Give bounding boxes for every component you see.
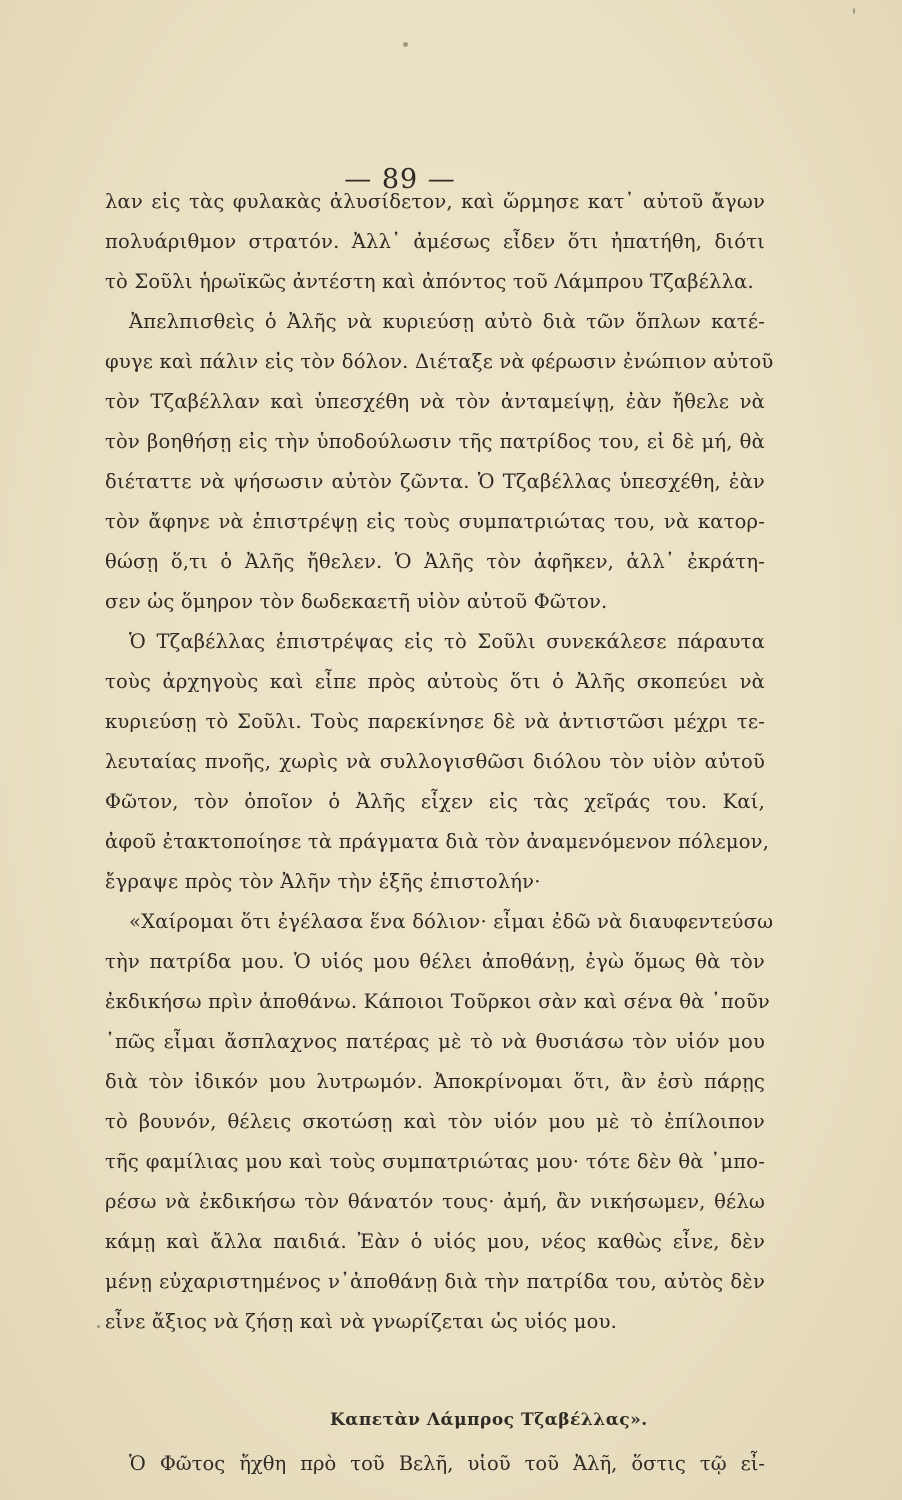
text-line: μένῃ εὐχαριστημένος ν᾽ἀποθάνῃ διὰ τὴν πατρίδα του, αὐτὸς δὲν [105,1270,765,1293]
text-line: τὴν πατρίδα μου. Ὁ υἱός μου θέλει ἀποθάνῃ, ἐγὼ ὅμως θὰ τὸν [105,950,765,973]
text-line: σεν ὡς ὅμηρον τὸν δωδεκαετῆ υἱὸν αὐτοῦ Φῶτον. [105,590,608,613]
text-line: τῆς φαμίλιας μου καὶ τοὺς συμπατριώτας μου· τότε δὲν θὰ ᾽μπο- [105,1150,765,1173]
text-line: τὸ βουνόν, θέλεις σκοτώσῃ καὶ τὸν υἱόν μου μὲ τὸ ἐπίλοιπον [105,1110,765,1133]
text-line: ἀφοῦ ἐτακτοποίησε τὰ πράγματα διὰ τὸν ἀναμενόμενον πόλεμον, [105,830,770,853]
text-line: πολυάριθμον στρατόν. Ἀλλ᾽ ἀμέσως εἶδεν ὅτι ἠπατήθη, διότι [105,230,765,253]
page-number: — 89 — [344,164,456,195]
text-line: λευταίας πνοῆς, χωρὶς νὰ συλλογισθῶσι διόλου τὸν υἱὸν αὐτοῦ [105,750,765,773]
text-line: θώσῃ ὅ,τι ὁ Ἀλῆς ἤθελεν. Ὁ Ἀλῆς τὸν ἀφῆκεν, ἀλλ᾽ ἐκράτη- [105,550,765,573]
paper-speck [97,1325,100,1328]
text-line: διέταττε νὰ ψήσωσιν αὐτὸν ζῶντα. Ὁ Τζαβέλλας ὑπεσχέθη, ἐὰν [105,470,765,493]
text-line: Ἀπελπισθεὶς ὁ Ἀλῆς νὰ κυριεύσῃ αὐτὸ διὰ τῶν ὅπλων κατέ- [129,310,765,333]
text-line: ἐκδικήσω πρὶν ἀποθάνω. Κάποιοι Τοῦρκοι σὰν καὶ σένα θὰ ᾽ποῦν [105,990,770,1013]
text-line: εἶνε ἄξιος νὰ ζήσῃ καὶ νὰ γνωρίζεται ὡς υἱός μου. [105,1310,618,1333]
text-line: Φῶτον, τὸν ὁποῖον ὁ Ἀλῆς εἶχεν εἰς τὰς χεῖράς του. Καί, [105,790,765,813]
text-line: «Χαίρομαι ὅτι ἐγέλασα ἕνα δόλιον· εἶμαι ἐδῶ νὰ διαυφεντεύσω [129,910,774,933]
text-line: τὸ Σοῦλι ἡρωϊκῶς ἀντέστη καὶ ἀπόντος τοῦ Λάμπρου Τζαβέλλα. [105,270,754,293]
text-line: λαν εἰς τὰς φυλακὰς ἀλυσίδετον, καὶ ὥρμησε κατ᾽ αὐτοῦ ἄγων [105,190,765,213]
text-line: κυριεύσῃ τὸ Σοῦλι. Τοὺς παρεκίνησε δὲ νὰ ἀντιστῶσι μέχρι τε- [105,710,765,733]
text-line: τὸν ἄφηνε νὰ ἐπιστρέψῃ εἰς τοὺς συμπατριώτας του, νὰ κατορ- [105,510,765,533]
letter-signature: Καπετὰν Λάμπρος Τζαβέλλας». [330,1410,648,1430]
text-line: τὸν βοηθήσῃ εἰς τὴν ὑποδούλωσιν τῆς πατρίδος του, εἰ δὲ μή, θὰ [105,430,765,453]
text-line: Ὁ Φῶτος ἤχθη πρὸ τοῦ Βελῆ, υἱοῦ τοῦ Ἀλῆ, ὅστις τῷ εἶ- [129,1452,765,1475]
text-line: ρέσω νὰ ἐκδικήσω τὸν θάνατόν τους· ἀμή, ἂν νικήσωμεν, θέλω [105,1190,765,1213]
text-line: τοὺς ἀρχηγοὺς καὶ εἶπε πρὸς αὐτοὺς ὅτι ὁ Ἀλῆς σκοπεύει νὰ [105,670,765,693]
text-line: Ὁ Τζαβέλλας ἐπιστρέψας εἰς τὸ Σοῦλι συνεκάλεσε πάραυτα [129,630,765,653]
text-line: διὰ τὸν ἰδικόν μου λυτρωμόν. Ἀποκρίνομαι ὅτι, ἂν ἐσὺ πάρῃς [105,1070,765,1093]
text-line: τὸν Τζαβέλλαν καὶ ὑπεσχέθη νὰ τὸν ἀνταμείψῃ, ἐὰν ἤθελε νὰ [105,390,765,413]
text-line: φυγε καὶ πάλιν εἰς τὸν δόλον. Διέταξε νὰ φέρωσιν ἐνώπιον αὐτοῦ [105,350,774,373]
paper-speck [853,8,855,14]
text-line: ᾽πῶς εἶμαι ἄσπλαχνος πατέρας μὲ τὸ νὰ θυσιάσω τὸν υἱόν μου [105,1030,765,1053]
text-line: κάμῃ καὶ ἄλλα παιδιά. Ἐὰν ὁ υἱός μου, νέος καθὼς εἶνε, δὲν [105,1230,765,1253]
paper-speck [403,42,408,47]
text-line: ἔγραψε πρὸς τὸν Ἀλῆν τὴν ἑξῆς ἐπιστολήν· [105,870,541,893]
